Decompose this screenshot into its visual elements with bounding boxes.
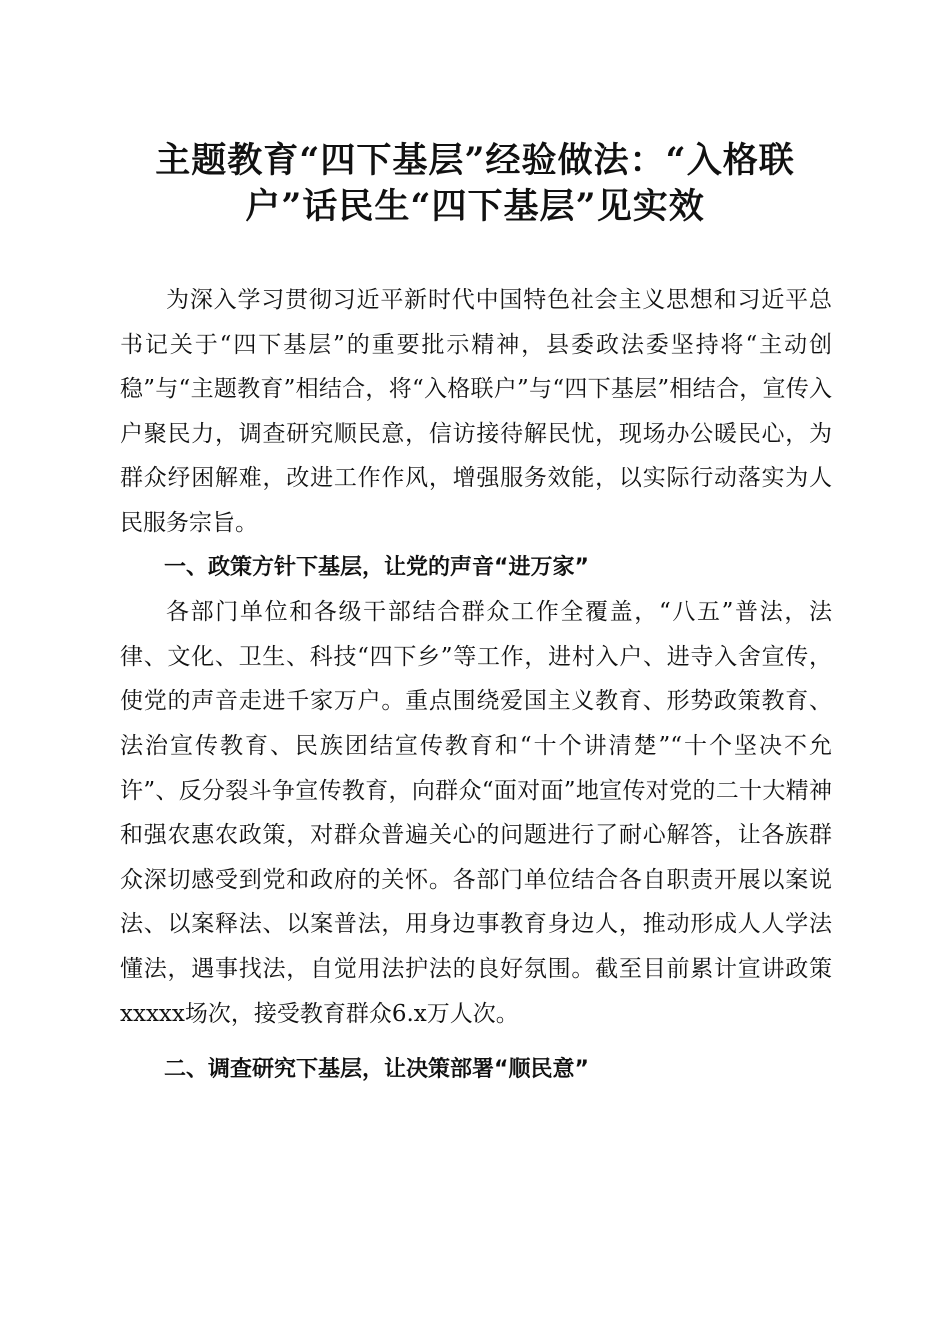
intro-paragraph: 为深入学习贯彻习近平新时代中国特色社会主义思想和习近平总书记关于“四下基层”的重要批示精神，县委政法委坚持将“主动创稳”与“主题教育”相结合，将“入格联户”与“四下基层”相结合，宣传入户聚民力，调查研究顺民意，信访接待解民忧，现场办公暖民心，为群众纾困解难，改进工作作风，增强服务效能，以实际行动落实为人民服务宗旨。 (120, 287, 832, 536)
document-body (120, 278, 832, 1093)
section-1-heading: 一、政策方针下基层，让党的声音“进万家” (164, 554, 589, 580)
document-title (110, 138, 840, 230)
section-1-paragraph: 各部门单位和各级干部结合群众工作全覆盖，“八五”普法，法律、文化、卫生、科技“四下乡”等工作，进村入户、进寺入舍宣传，使党的声音走进千家万户。重点围绕爱国主义教育、形势政策教育、法治宣传教育、民族团结宣传教育和“十个讲清楚”“十个坚决不允许”、反分裂斗争宣传教育，向群众“面对面”地宣传对党的二十大精神和强农惠农政策，对群众普遍关心的问题进行了耐心解答，让各族群众深切感受到党和政府的关怀。各部门单位结合各自职责开展以案说法、以案释法、以案普法，用身边事教育身边人，推动形成人人学法懂法，遇事找法，自觉用法护法的良好氛围。截至目前累计宣讲政策xxxxx场次，接受教育群众6.x万人次。 (120, 599, 832, 1027)
section-2-heading: 二、调查研究下基层，让决策部署“顺民意” (164, 1057, 589, 1083)
title-line-1: 主题教育“四下基层”经验做法：“入格联 (155, 140, 795, 181)
title-line-2: 户”话民生“四下基层”见实效 (245, 186, 705, 227)
